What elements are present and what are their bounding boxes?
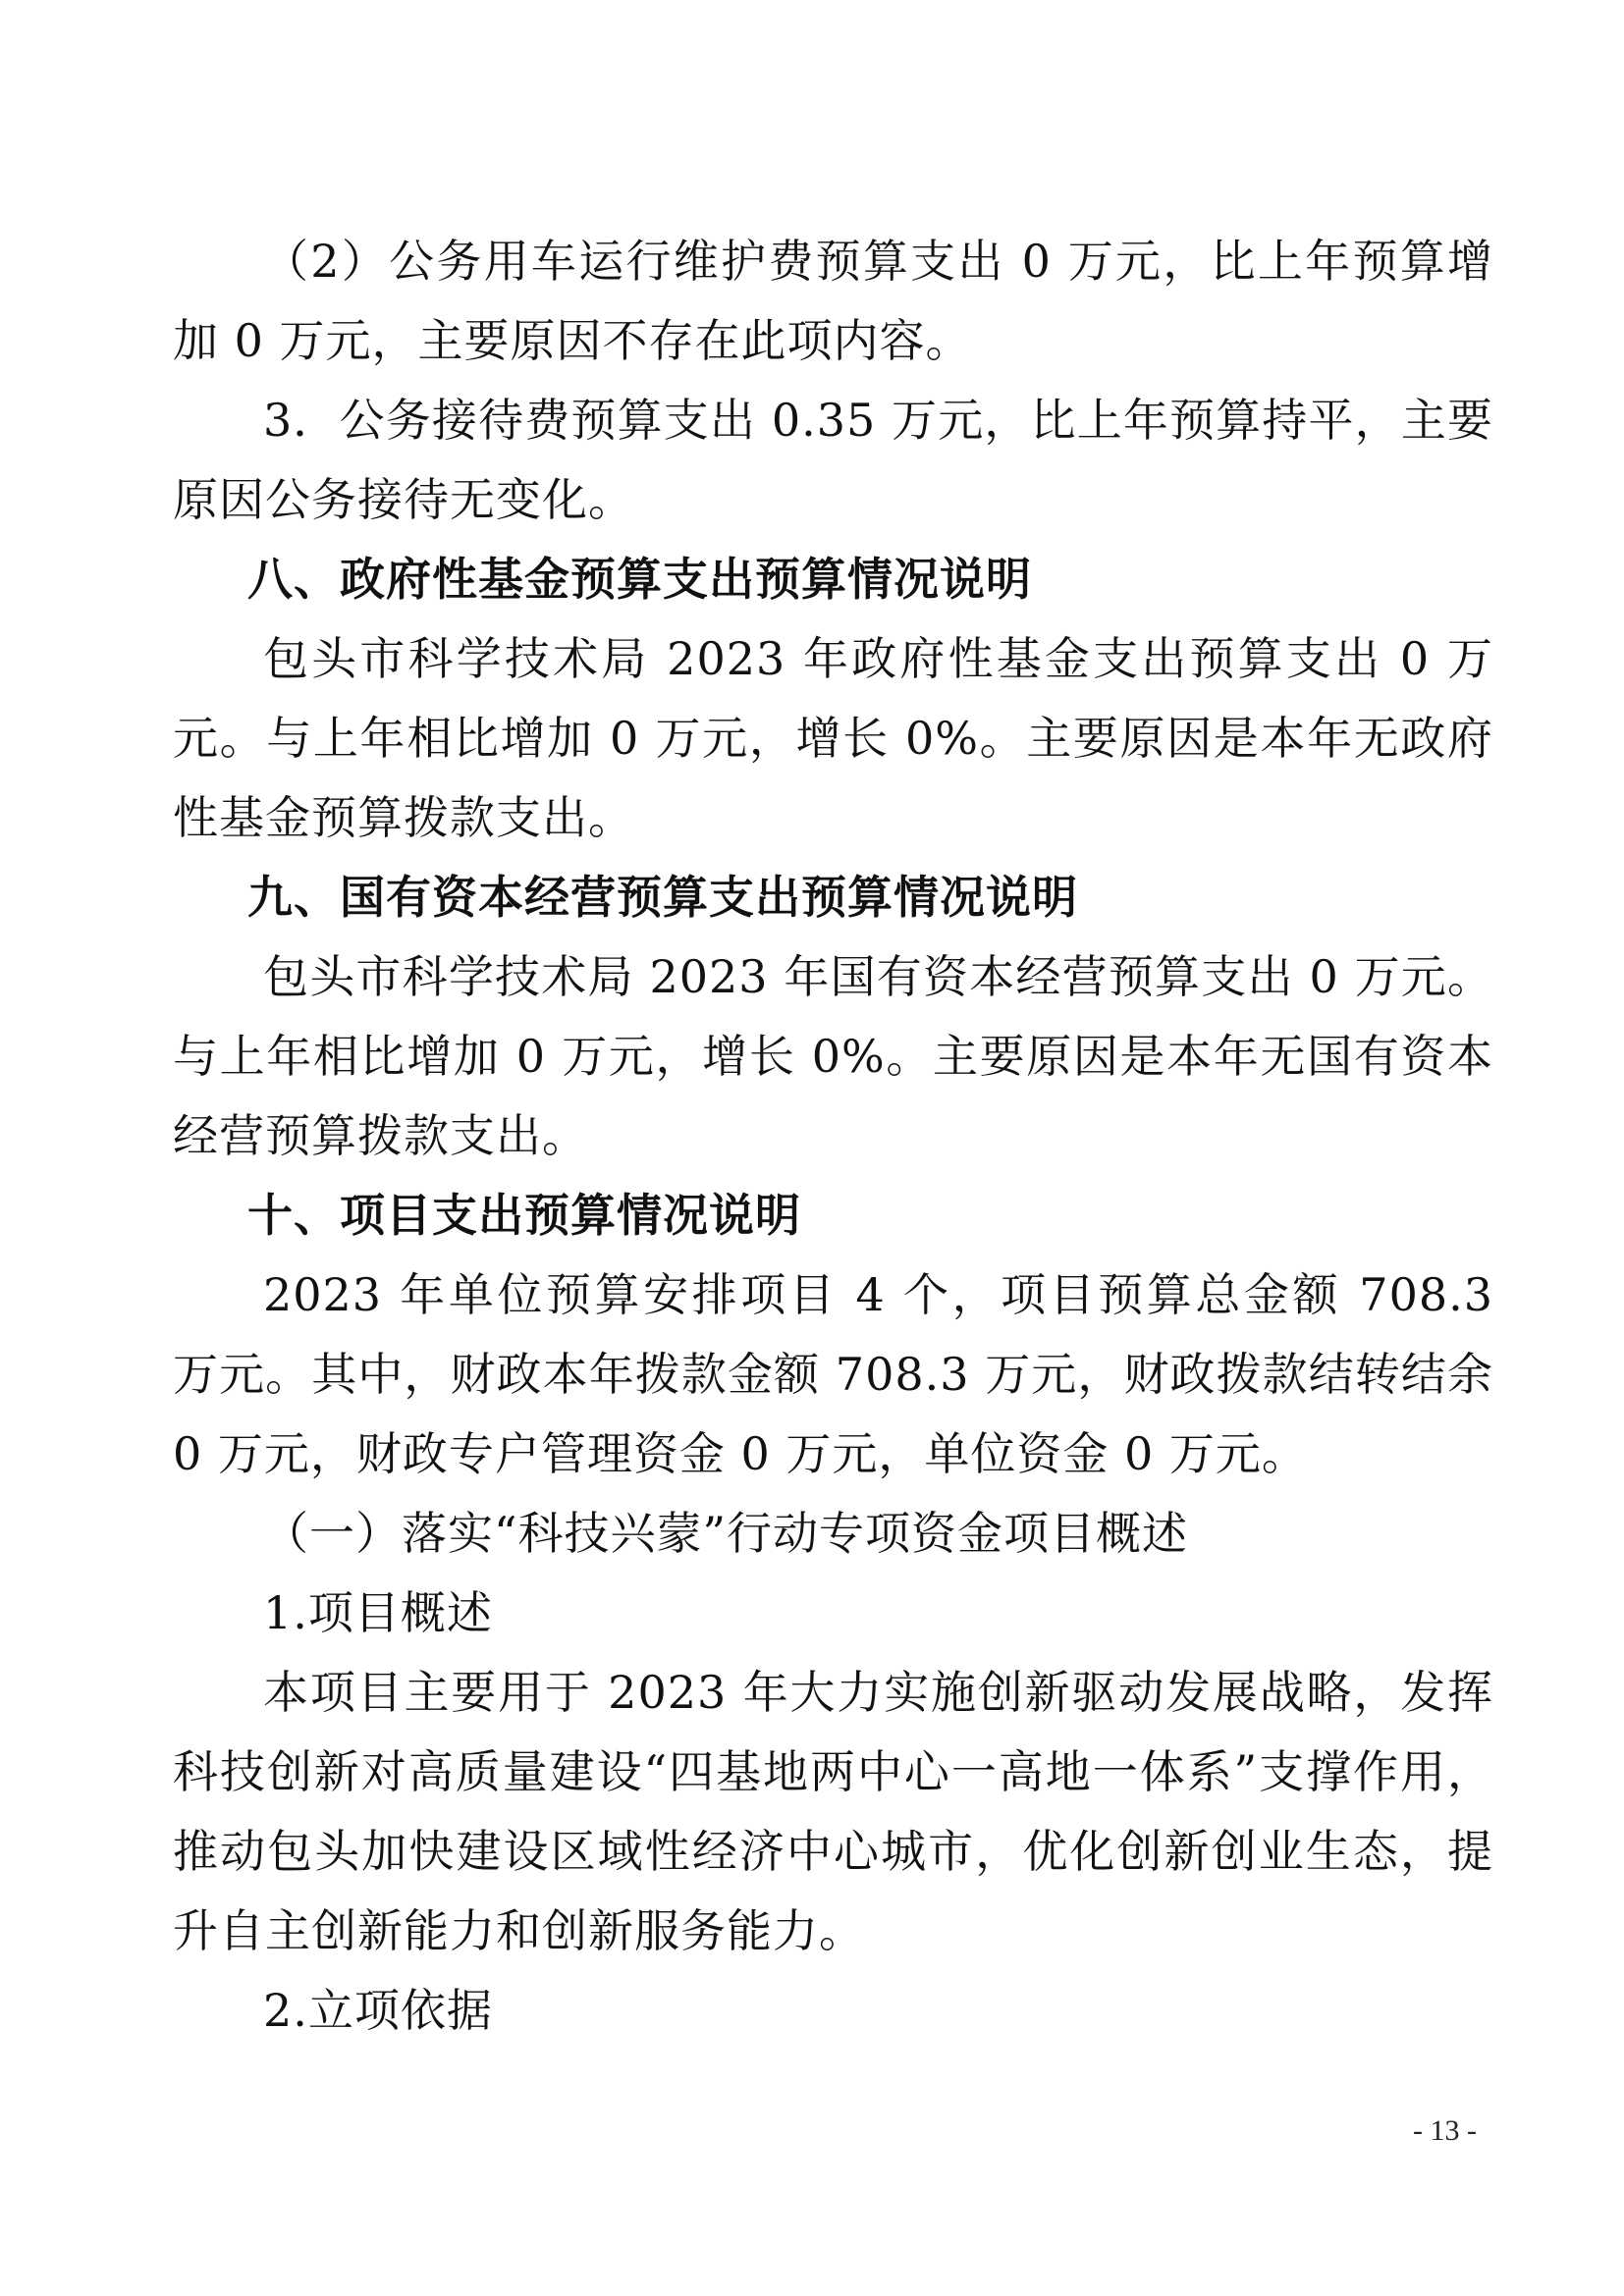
section-heading-project-expenditure: 十、项目支出预算情况说明 [247, 1189, 801, 1242]
document-body [173, 222, 1493, 2051]
subheading-project-basis: 2.立项依据 [263, 1984, 493, 2037]
subheading-project-overview: 1.项目概述 [263, 1586, 493, 1639]
section-heading-government-fund: 八、政府性基金预算支出预算情况说明 [247, 553, 1032, 606]
paragraph-vehicle-maintenance: （2）公务用车运行维护费预算支出 0 万元，比上年预算增加 0 万元，主要原因不存在此项内容。 [173, 235, 1493, 367]
paragraph-project-overview: 本项目主要用于 2023 年大力实施创新驱动发展战略，发挥科技创新对高质量建设“四基地两中心一高地一体系”支撑作用，推动包头加快建设区域性经济中心城市，优化创新创业生态，提升自主创新能力和创新服务能力。 [173, 1666, 1493, 1957]
paragraph-state-capital: 包头市科学技术局 2023 年国有资本经营预算支出 0 万元。与上年相比增加 0 万元，增长 0%。主要原因是本年无国有资本经营预算拨款支出。 [173, 950, 1493, 1162]
paragraph-project-expenditure: 2023 年单位预算安排项目 4 个，项目预算总金额 708.3 万元。其中，财政本年拨款金额 708.3 万元，财政拨款结转结余 0 万元，财政专户管理资金 0 万元，单位资金 0 万元。 [173, 1268, 1493, 1480]
section-heading-state-capital: 九、国有资本经营预算支出预算情况说明 [247, 871, 1078, 924]
subheading-project-overview-title: （一）落实“科技兴蒙”行动专项资金项目概述 [263, 1507, 1189, 1560]
page-number: - 13 - [1413, 2114, 1477, 2147]
paragraph-government-fund: 包头市科学技术局 2023 年政府性基金支出预算支出 0 万元。与上年相比增加 0 万元，增长 0%。主要原因是本年无政府性基金预算拨款支出。 [173, 632, 1493, 844]
paragraph-reception-fee: 3．公务接待费预算支出 0.35 万元，比上年预算持平，主要原因公务接待无变化。 [173, 394, 1493, 526]
